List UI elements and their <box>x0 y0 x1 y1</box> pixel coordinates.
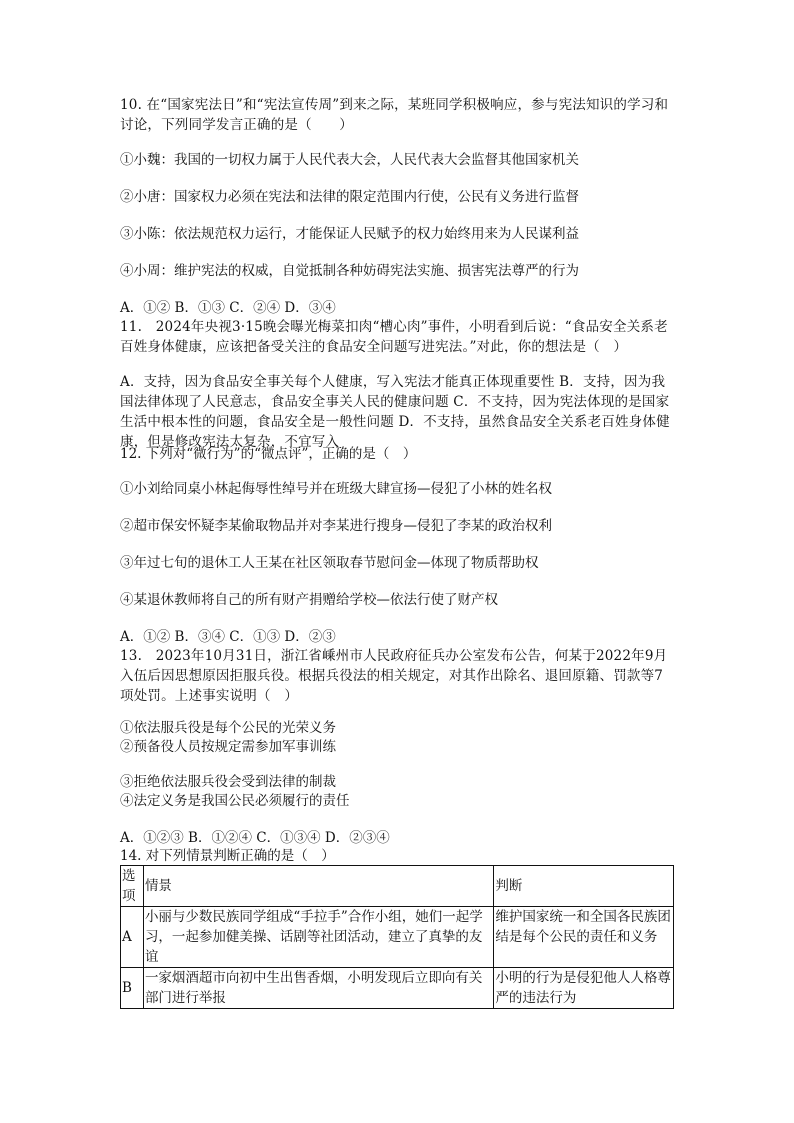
table-header-row <box>121 866 674 907</box>
question-11-stem: 11. 2024年央视3·15晚会曝光梅菜扣肉“槽心肉”事件，小明看到后说：“食品安全关系老百姓身体健康，应该把备受关注的食品安全问题写进宪法。”对此，你的想法是（ ） <box>120 319 668 355</box>
question-10-options: A．①② B．①③ C．②④ D．③④ <box>120 300 336 316</box>
question-12-stem: 12. 下列对“微行为”的“微点评”，正确的是（ ） <box>120 446 417 462</box>
question-13-options: A．①②③ B．①②④ C．①③④ D．②③④ <box>120 830 390 846</box>
question-13-stem: 13. 2023年10月31日，浙江省嵊州市人民政府征兵办公室发布公告，何某于2022年9月入伍后因思想原因拒服兵役。根据兵役法的相关规定，对其作出除名、退回原籍、罚款等7项处罚。上述事实说明（ ） <box>120 648 668 704</box>
question-12-statement-1: ①小刘给同桌小林起侮辱性绰号并在班级大肆宣扬—侵犯了小林的姓名权 <box>120 481 552 497</box>
table-cell-option: A <box>121 907 144 968</box>
question-13-statement-1: ①依法服兵役是每个公民的光荣义务 <box>120 720 336 736</box>
question-11-options: A．支持，因为食品安全事关每个人健康，写入宪法才能真正体现重要性 B．支持，因为我国法律体现了人民意志，食品安全事关人民的健康问题 C．不支持，因为宪法体现的是国家生活中根本性的问题，食品安全是一般性问题 D．不支持，虽然食品安全关系老百姓身体健康，但是修改宪法太复杂，不宜写入 <box>120 374 670 450</box>
table-header-cell: 判断 <box>494 866 674 907</box>
table-row <box>121 968 674 1009</box>
question-10-statement-1: ①小魏：我国的一切权力属于人民代表大会，人民代表大会监督其他国家机关 <box>120 152 579 168</box>
question-12-options: A．①② B．③④ C．①③ D．②③ <box>120 629 336 645</box>
question-12-statement-4: ④某退休教师将自己的所有财产捐赠给学校—依法行使了财产权 <box>120 592 498 608</box>
table-cell-scenario: 一家烟酒超市向初中生出售香烟，小明发现后立即向有关部门进行举报 <box>143 968 493 1009</box>
table-header-cell: 情景 <box>143 866 493 907</box>
table-cell-judgment: 维护国家统一和全国各民族团结是每个公民的责任和义务 <box>494 907 674 968</box>
question-12-statement-2: ②超市保安怀疑李某偷取物品并对李某进行搜身—侵犯了李某的政治权利 <box>120 518 552 534</box>
question-10-statement-2: ②小唐：国家权力必须在宪法和法律的限定范围内行使，公民有义务进行监督 <box>120 189 579 205</box>
question-14-stem: 14. 对下列情景判断正确的是（ ） <box>120 848 335 864</box>
question-12-statement-3: ③年过七旬的退休工人王某在社区领取春节慰问金—体现了物质帮助权 <box>120 555 539 571</box>
question-10-statement-3: ③小陈：依法规范权力运行，才能保证人民赋予的权力始终用来为人民谋利益 <box>120 226 579 242</box>
question-10-statement-4: ④小周：维护宪法的权威，自觉抵制各种妨碍宪法实施、损害宪法尊严的行为 <box>120 263 579 279</box>
table-row <box>121 907 674 968</box>
table-header-cell: 选项 <box>121 866 144 907</box>
question-14-table <box>120 865 674 1009</box>
table-cell-scenario: 小丽与少数民族同学组成“手拉手”合作小组，她们一起学习，一起参加健美操、话剧等社团活动，建立了真挚的友谊 <box>143 907 493 968</box>
question-10-stem: 10. 在“国家宪法日”和“宪法宣传周”到来之际，某班同学积极响应，参与宪法知识的学习和讨论，下列同学发言正确的是（ ） <box>120 97 669 133</box>
question-13-statement-3: ③拒绝依法服兵役会受到法律的制裁 <box>120 774 336 790</box>
table-cell-judgment: 小明的行为是侵犯他人人格尊严的违法行为 <box>494 968 674 1009</box>
table-cell-option: B <box>121 968 144 1009</box>
question-13-statement-4: ④法定义务是我国公民必须履行的责任 <box>120 793 350 809</box>
question-13-statement-2: ②预备役人员按规定需参加军事训练 <box>120 739 336 755</box>
